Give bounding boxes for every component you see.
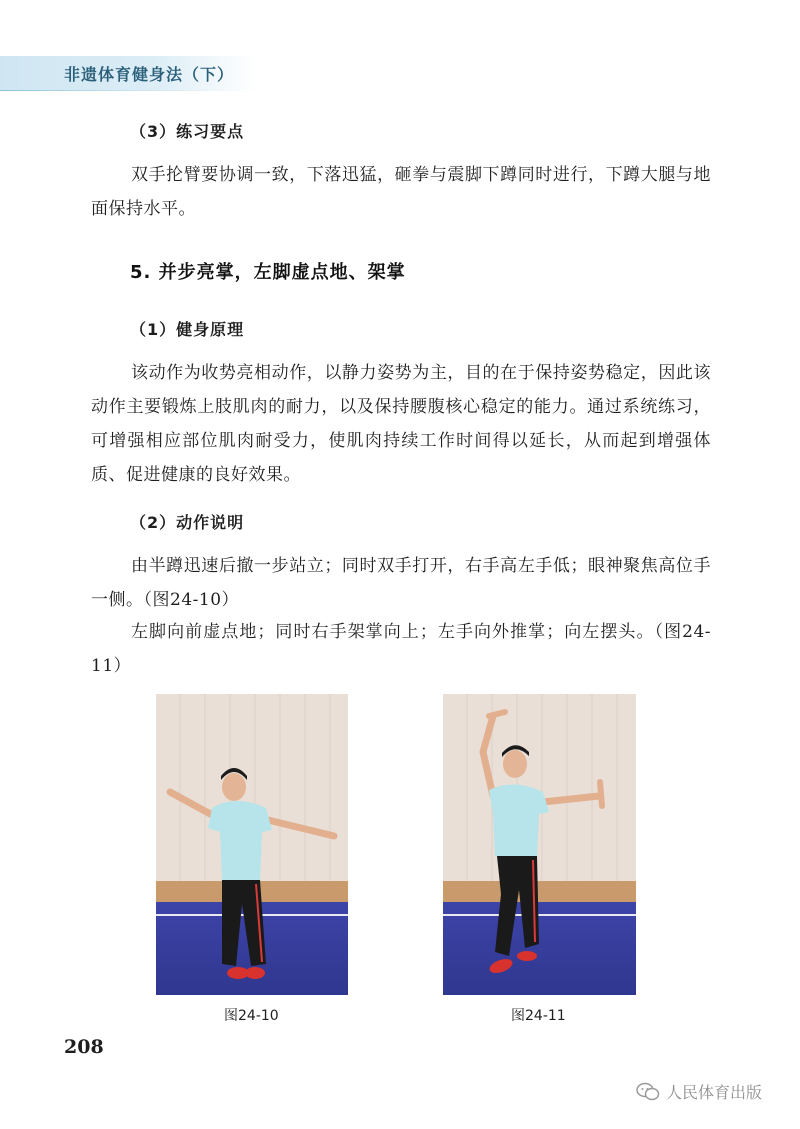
- movement-description-heading: （2）动作说明: [130, 513, 245, 532]
- fitness-principle-heading: （1）健身原理: [130, 320, 245, 339]
- header-rule: [0, 90, 256, 91]
- practice-points-heading: （3）练习要点: [130, 122, 245, 141]
- figure-24-11-caption: 图24-11: [511, 1008, 566, 1024]
- wechat-icon: [636, 1082, 660, 1102]
- fitness-principle-paragraph: 该动作为收势亮相动作，以静力姿势为主，目的在于保持姿势稳定，因此该动作主要锻炼上肢肌肉的耐力，以及保持腰腹核心稳定的能力。通过系统练习，可增强相应部位肌肉耐受力，使肌肉持续工作时间得以延长，从而起到增强体质、促进健康的良好效果。: [91, 363, 711, 485]
- movement-description-paragraph-2: 左脚向前虚点地；同时右手架掌向上；左手向外推掌；向左摆头。（图24-11）: [91, 622, 711, 676]
- section-5-heading: 5. 并步亮掌，左脚虚点地、架掌: [130, 262, 406, 283]
- page-number: 208: [64, 1036, 104, 1058]
- publisher-watermark: [636, 1080, 762, 1103]
- figure-24-10-caption: 图24-10: [224, 1008, 279, 1024]
- running-header-title: 非遗体育健身法（下）: [64, 65, 235, 84]
- watermark-text: 人民体育出版: [666, 1083, 763, 1102]
- movement-description-paragraph-1: 由半蹲迅速后撤一步站立；同时双手打开，右手高左手低；眼神聚焦高位手一侧。（图24-10）: [91, 556, 711, 610]
- figure-24-11-photo: [443, 694, 636, 995]
- figure-24-10-photo: [156, 694, 348, 995]
- athlete-figure-raised-palm: [443, 694, 636, 995]
- practice-points-paragraph: 双手抡臂要协调一致，下落迅猛，砸拳与震脚下蹲同时进行，下蹲大腿与地面保持水平。: [91, 165, 711, 219]
- athlete-figure-arms-open: [156, 694, 348, 995]
